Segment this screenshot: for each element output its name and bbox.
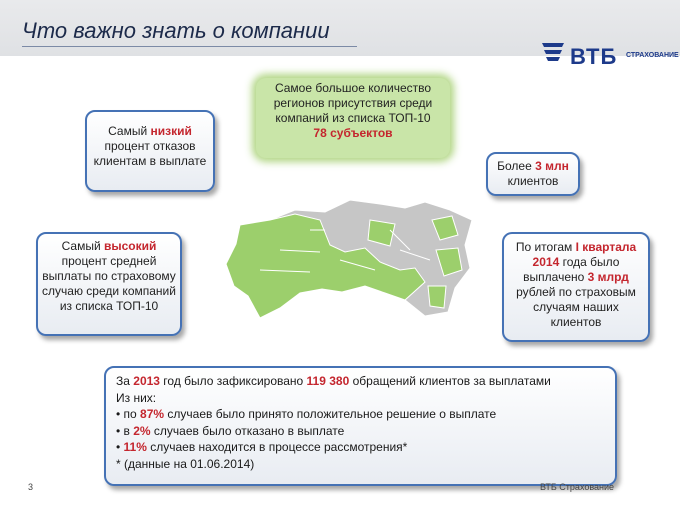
page-number: 3: [28, 482, 34, 492]
summary-line-approved: • по 87% случаев было принято положительное решение о выплате: [116, 407, 497, 421]
title-underline: [22, 46, 357, 47]
footer-company: ВТБ Страхование: [540, 482, 615, 492]
logo-brand: ВТБ: [570, 44, 618, 69]
summary-line-footnote: * (данные на 01.06.2014): [116, 456, 255, 471]
box-highest-payout: Самый высокий процент средней выплаты по страховому случаю среди компаний из списка ТОП-10: [36, 232, 182, 336]
box-lowest-refusal: Самый низкий процент отказов клиентам в выплате: [85, 110, 215, 192]
summary-line-total: За 2013 год было зафиксировано 119 380 обращений клиентов за выплатами: [116, 374, 551, 388]
logo-subtitle: СТРАХОВАНИЕ: [626, 52, 679, 59]
russia-regions-map: [200, 190, 485, 340]
summary-box: [104, 366, 617, 486]
box-q1-payouts: По итогам I квартала 2014 года было выплачено 3 млрд рублей по страховым случаям наших клиентов: [502, 232, 650, 342]
box-regions: Самое большое количество регионов присутствия среди компаний из списка ТОП-10 78 субъектов: [256, 78, 450, 158]
box-clients: Более 3 млн клиентов: [486, 152, 580, 196]
vtb-logo: [540, 38, 679, 82]
vtb-logo-icon: [540, 41, 566, 63]
page-title: Что важно знать о компании: [22, 18, 330, 43]
summary-line-refused: • в 2% случаев было отказано в выплате: [116, 423, 345, 438]
summary-line-of-them: Из них:: [116, 390, 157, 405]
summary-line-pending: • 11% случаев находится в процессе рассмотрения*: [116, 440, 408, 454]
